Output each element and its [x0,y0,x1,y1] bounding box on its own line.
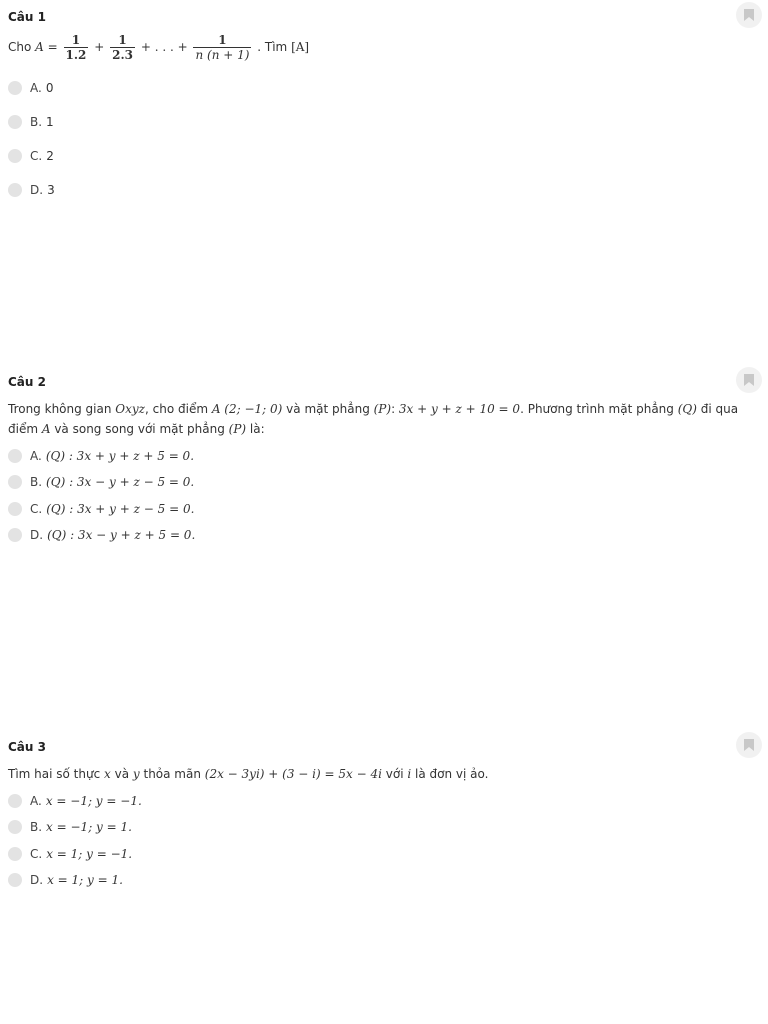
option-letter: B. [30,115,43,129]
radio-circle[interactable] [8,502,22,516]
answer-option[interactable] [8,499,194,519]
bookmark-button[interactable] [736,2,762,28]
option-text: 3 [47,183,55,197]
radio-circle[interactable] [8,794,22,808]
option-letter: B. [30,475,43,489]
option-text: (Q) : 3x − y + z − 5 = 0. [46,475,195,489]
bookmark-button[interactable] [736,732,762,758]
option-text: x = −1; y = −1. [45,794,142,808]
text-segment: và [110,767,133,781]
fraction-denominator: 2.3 [112,48,133,62]
fraction-numerator: 1 [110,33,135,48]
answer-option[interactable] [8,78,53,98]
question-title: Câu 2 [8,375,46,389]
text-segment: . Tìm [257,40,288,54]
option-text: (Q) : 3x + y + z + 5 = 0. [45,449,195,463]
radio-circle[interactable] [8,149,22,163]
math-ellipsis: + . . . + [140,40,188,54]
answer-option[interactable] [8,472,194,492]
math-formula: A = $\frac{1}{1.2}$ + $\frac{1}{2.3}$ + . . . + $\frac{1}{n (n + 1)}$ [35,33,250,62]
option-letter: D. [30,528,44,542]
question-text [8,764,756,784]
bookmark-icon [744,739,754,751]
radio-circle[interactable] [8,115,22,129]
option-text: 2 [46,149,54,163]
math-find: [A] [291,40,310,54]
math-inline: (P) [228,422,247,436]
answer-option[interactable] [8,180,55,200]
answer-option[interactable] [8,146,54,166]
question-text [8,399,756,439]
radio-circle[interactable] [8,183,22,197]
text-segment: Tìm hai số thực [8,767,105,781]
option-text: 1 [46,115,54,129]
math-inline: x [104,767,111,781]
text-segment: là đơn vị ảo. [411,767,489,781]
fraction [193,33,251,62]
radio-circle[interactable] [8,820,22,834]
option-letter: C. [30,502,43,516]
answer-option[interactable] [8,446,194,466]
option-letter: D. [30,873,44,887]
fraction-denominator: 1.2 [65,48,87,62]
math-lhs: A = [35,40,58,54]
option-letter: A. [30,794,42,808]
option-letter: C. [30,149,43,163]
option-text: x = 1; y = −1. [46,847,133,861]
answer-option[interactable] [8,525,195,545]
math-inline: A (2; −1; 0) [211,402,283,416]
option-text: (Q) : 3x + y + z − 5 = 0. [46,502,195,516]
text-segment: và song song với mặt phẳng [50,422,229,436]
answer-option[interactable] [8,844,132,864]
text-segment: là: [246,422,265,436]
option-text: x = −1; y = 1. [46,820,132,834]
answer-option[interactable] [8,112,54,132]
radio-circle[interactable] [8,449,22,463]
answer-option[interactable] [8,817,132,837]
text-segment: , cho điểm [145,402,212,416]
option-text: 0 [45,81,54,95]
radio-circle[interactable] [8,847,22,861]
option-text: (Q) : 3x − y + z + 5 = 0. [47,528,196,542]
option-text: x = 1; y = 1. [47,873,123,887]
question-title: Câu 1 [8,10,46,24]
fraction-denominator: n (n + 1) [195,48,250,62]
fraction-numerator: 1 [64,33,89,48]
math-inline: (2x − 3yi) + (3 − i) = 5x − 4i [204,767,382,781]
fraction [64,33,89,62]
radio-circle[interactable] [8,81,22,95]
math-inline: Oxyz [115,402,145,416]
math-inline: i [407,767,412,781]
text-segment: . Phương trình mặt phẳng [520,402,678,416]
option-letter: C. [30,847,43,861]
option-letter: B. [30,820,43,834]
question-title: Câu 3 [8,740,46,754]
radio-circle[interactable] [8,475,22,489]
answer-option[interactable] [8,870,123,890]
bookmark-button[interactable] [736,367,762,393]
text-segment: thỏa mãn [139,767,205,781]
text-segment: : [391,402,399,416]
math-inline: 3x + y + z + 10 = 0 [398,402,521,416]
option-letter: A. [30,449,42,463]
math-inline: y [132,767,140,781]
math-inline: A [41,422,51,436]
option-letter: A. [30,81,42,95]
radio-circle[interactable] [8,528,22,542]
text-segment: Cho [8,40,32,54]
radio-circle[interactable] [8,873,22,887]
bookmark-icon [744,374,754,386]
math-inline: (Q) [677,402,697,416]
option-letter: D. [30,183,44,197]
fraction-numerator: 1 [193,33,251,48]
bookmark-icon [744,9,754,21]
math-inline: (P) [373,402,392,416]
text-segment: Trong không gian [8,402,116,416]
text-segment: với [381,767,408,781]
text-segment: và mặt phẳng [282,402,374,416]
fraction [110,33,135,62]
text-segment: đi qua điểm [8,402,739,436]
answer-option[interactable] [8,791,142,811]
question-text [8,32,756,62]
